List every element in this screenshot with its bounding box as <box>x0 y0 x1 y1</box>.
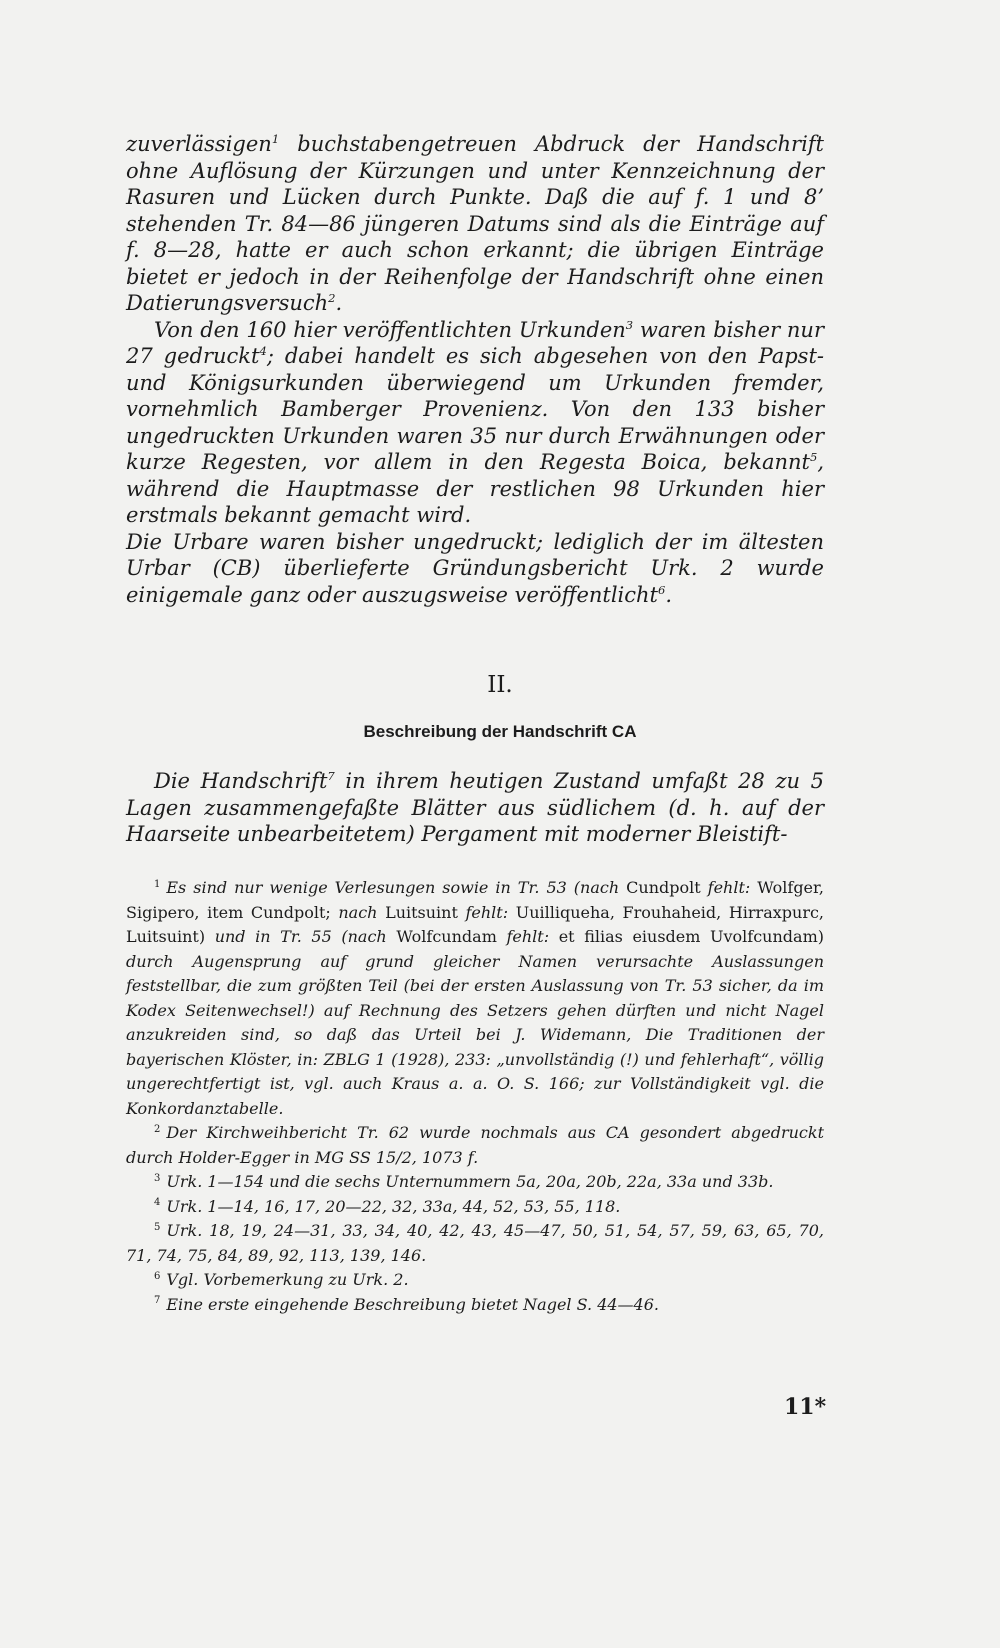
page-number: 11* <box>784 1394 827 1420</box>
footnote-ref[interactable]: 7 <box>327 769 335 783</box>
footnote: $^7$ Eine erste eingehende Beschreibung bietet Nagel S. 44—46. <box>154 1294 659 1314</box>
paragraph: zuverlässigen$^1$ buchstabengetreuen Abdruck der Handschrift ohne Auflösung der Kürzungen und unter Kennzeichnung der Rasuren und Lücken durch Punkte. Daß die auf f. 1 und 8’ stehenden Tr. 84—86 jüngeren Datums sind als die Einträge auf f. 8—28, hatte er auch schon erkannt; die übrigen Einträge bietet er jedoch in der Reihenfolge der Handschrift ohne einen Datierungsversuch$^2$. <box>126 132 824 315</box>
section-text <box>126 768 824 848</box>
footnote: $^2$ Der Kirchweihbericht Tr. 62 wurde nochmals aus CA gesondert abgedruckt durch Holder-Egger in MG SS 15/2, 1073 f. <box>126 1123 824 1167</box>
footnotes <box>126 876 824 1317</box>
footnote-ref[interactable]: 2 <box>328 291 336 305</box>
paragraph: Von den 160 hier veröffentlichten Urkunden$^3$ waren bisher nur 27 gedruckt$^4$; dabei handelt es sich abgesehen von den Papst- und Königsurkunden überwiegend um Urkunden fremder, vornehmlich Bamberger Provenienz. Von den 133 bisher ungedruckten Urkunden waren 35 nur durch Erwähnungen oder kurze Regesten, vor allem in den Regesta Boica, bekannt$^5$, während die Hauptmasse der restlichen 98 Urkunden hier erstmals bekannt gemacht wird. <box>126 317 824 527</box>
footnote-ref[interactable]: 5 <box>809 450 818 464</box>
footnote-ref[interactable]: 1 <box>271 132 280 146</box>
section-number: II. <box>487 672 513 698</box>
paragraph: Die Urbare waren bisher ungedruckt; lediglich der im ältesten Urbar (CB) überlieferte Gründungsbericht Urk. 2 wurde einigemale ganz oder auszugsweise veröffentlicht$^6$. <box>126 529 824 607</box>
footnote: $^1$ Es sind nur wenige Verlesungen sowie in Tr. 53 (nach Cundpolt fehlt: Wolfger, Sigipero, item Cundpolt; nach Luitsuint fehlt: Uuilliqueha, Frouhaheid, Hirraxpurc, Luitsuint) und in Tr. 55 (nach Wolfcundam fehlt: et filias eiusdem Uvolfcundam) durch Augensprung auf grund gleicher Namen verursachte Auslassungen feststellbar, die zum größten Teil (bei der ersten Auslassung von Tr. 53 sicher, da im Kodex Seitenwechsel!) auf Rechnung des Setzers gehen dürften und nicht Nagel anzukreiden sind, so daß das Urteil bei J. Widemann, Die Traditionen der bayerischen Klöster, in: ZBLG 1 (1928), 233: „unvollständig (!) und fehlerhaft“, völlig ungerechtfertigt ist, vgl. auch Kraus a. a. O. S. 166; zur Vollständigkeit vgl. die Konkordanztabelle. <box>126 878 825 1118</box>
footnote-ref[interactable]: 6 <box>658 582 666 597</box>
body-text <box>126 131 824 608</box>
footnote-ref[interactable]: 3 <box>625 317 634 332</box>
footnote: $^5$ Urk. 18, 19, 24—31, 33, 34, 40, 42, 43, 45—47, 50, 51, 54, 57, 59, 63, 65, 70, 71, 74, 75, 84, 89, 92, 113, 139, 146. <box>126 1221 824 1265</box>
paragraph: Die Handschrift$^7$ in ihrem heutigen Zustand umfaßt 28 zu 5 Lagen zusammengefaßte Blätter aus südlichem (d. h. auf der Haarseite unbearbeitetem) Pergament mit moderner Bleistift- <box>126 769 824 846</box>
section-heading: Beschreibung der Handschrift CA <box>363 722 637 741</box>
footnote: $^6$ Vgl. Vorbemerkung zu Urk. 2. <box>154 1270 409 1289</box>
footnote-ref[interactable]: 4 <box>259 344 267 358</box>
footnote: $^3$ Urk. 1—154 und die sechs Unternummern 5a, 20a, 20b, 22a, 33a und 33b. <box>154 1172 774 1191</box>
footnote: $^4$ Urk. 1—14, 16, 17, 20—22, 32, 33a, 44, 52, 53, 55, 118. <box>154 1196 621 1216</box>
